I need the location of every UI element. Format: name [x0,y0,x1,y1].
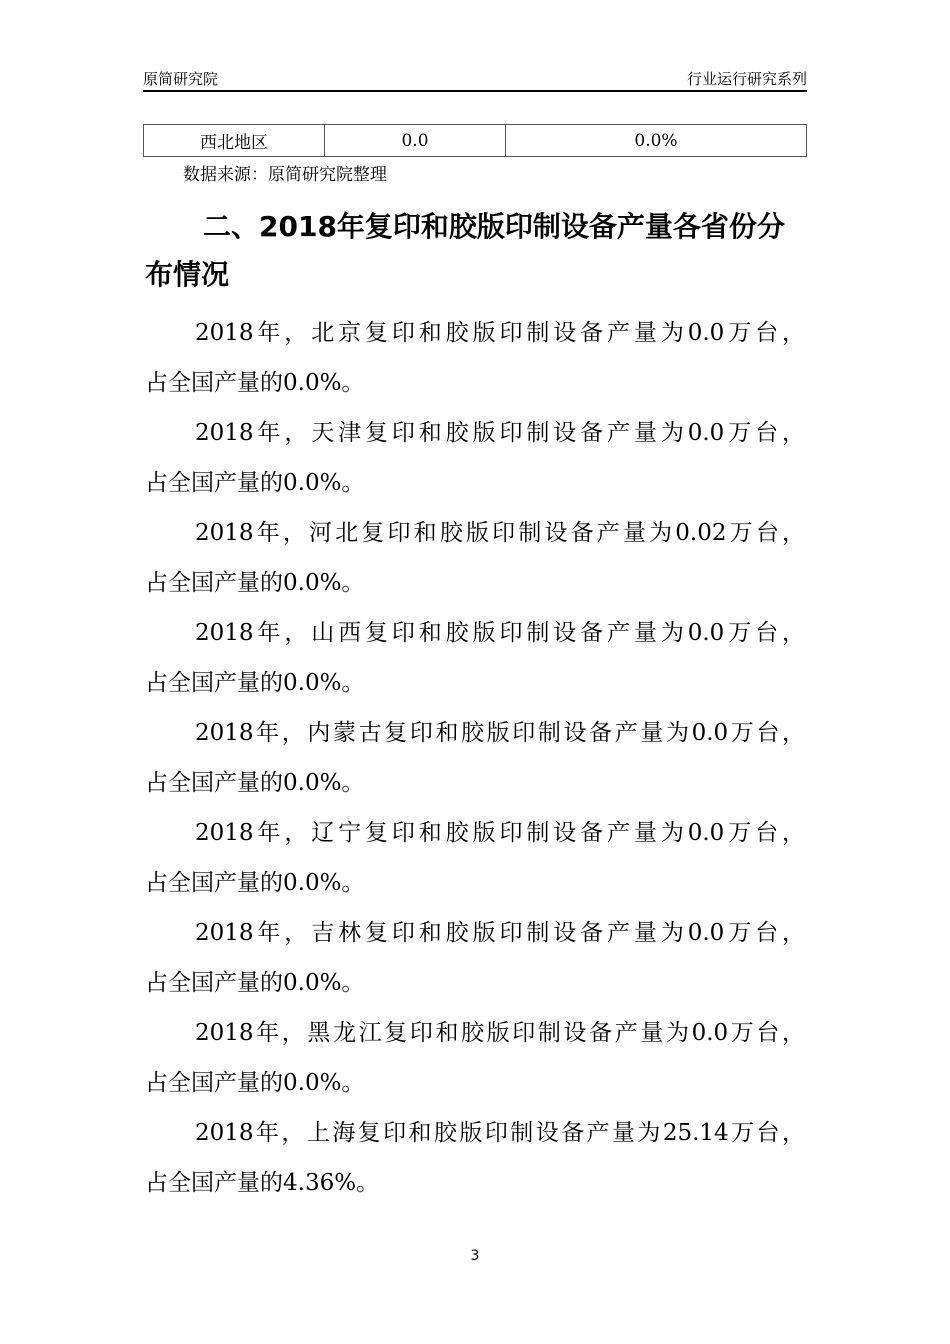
paragraph-line2: 占全国产量的0.0%。 [145,370,365,396]
table-cell: 0.0% [506,125,807,157]
paragraph-line1: 2018年，吉林复印和胶版印制设备产量为0.0万台， [195,920,805,946]
paragraph-line1: 2018年，辽宁复印和胶版印制设备产量为0.0万台， [195,820,805,846]
table-cell: 西北地区 [144,125,325,157]
header-right: 行业运行研究系列 [686,70,807,88]
page-header [143,68,807,92]
paragraph-line2: 占全国产量的0.0%。 [145,870,365,896]
paragraph-line2: 占全国产量的4.36%。 [145,1170,380,1196]
paragraph-line2: 占全国产量的0.0%。 [145,670,365,696]
paragraph [145,618,805,698]
header-left: 原简研究院 [143,70,219,88]
paragraph [145,518,805,598]
paragraph [145,318,805,398]
paragraph-line1: 2018年，天津复印和胶版印制设备产量为0.0万台， [195,420,805,446]
paragraph [145,1018,805,1098]
paragraph [145,418,805,498]
page-number: 3 [470,1248,480,1264]
paragraph-line2: 占全国产量的0.0%。 [145,770,365,796]
paragraph [145,818,805,898]
section-heading-line1: 二、2018年复印和胶版印制设备产量各省份分 [203,210,785,243]
region-table [143,124,807,157]
paragraph-line2: 占全国产量的0.0%。 [145,1070,365,1096]
paragraph-line2: 占全国产量的0.0%。 [145,570,365,596]
paragraph [145,918,805,998]
paragraph-line1: 2018年，黑龙江复印和胶版印制设备产量为0.0万台， [195,1020,805,1046]
paragraph-line1: 2018年，北京复印和胶版印制设备产量为0.0万台， [195,320,805,346]
paragraph [145,718,805,798]
section-heading-line2: 布情况 [145,258,230,291]
paragraph-line1: 2018年，内蒙古复印和胶版印制设备产量为0.0万台， [195,720,805,746]
paragraph [145,1118,805,1198]
table-row [144,125,807,157]
data-source-note: 数据来源：原简研究院整理 [183,165,387,185]
paragraph-line1: 2018年，上海复印和胶版印制设备产量为25.14万台， [195,1120,805,1146]
paragraph-line2: 占全国产量的0.0%。 [145,970,365,996]
paragraph-line1: 2018年，山西复印和胶版印制设备产量为0.0万台， [195,620,805,646]
paragraph-line2: 占全国产量的0.0%。 [145,470,365,496]
table-cell: 0.0 [325,125,506,157]
paragraph-line1: 2018年，河北复印和胶版印制设备产量为0.02万台， [195,520,805,546]
